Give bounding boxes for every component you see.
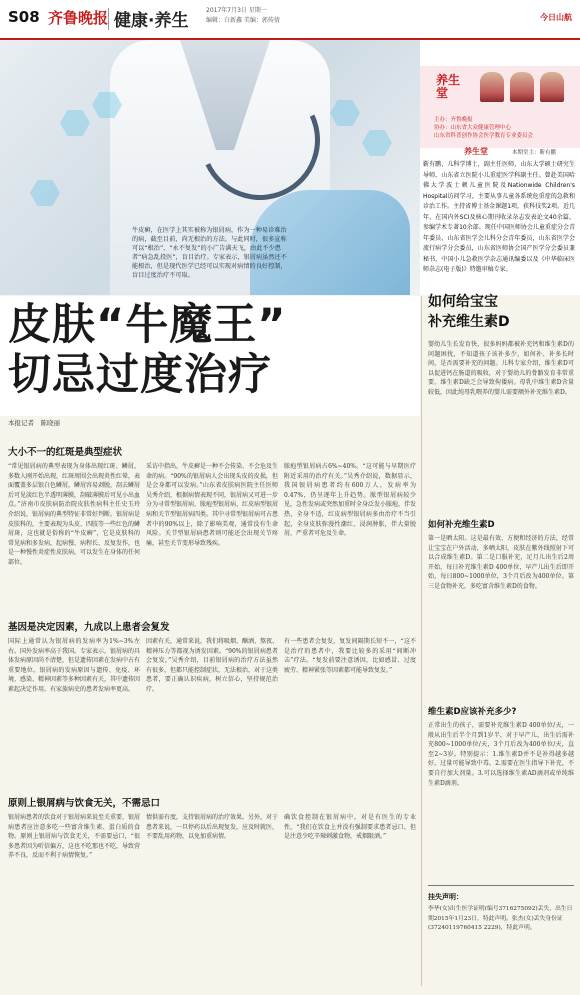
masthead — [0, 0, 580, 40]
paper-logo: 齐鲁晚报 — [48, 9, 109, 27]
section-heading: 大小不一的红斑是典型症状 — [8, 447, 123, 458]
today-link[interactable]: 今日山航 — [540, 13, 572, 22]
section-heading: 基因是决定因素，九成以上患者会复发 — [8, 622, 170, 633]
notice-text: 李华(女)出生医学证明(编号3716275092)丢失，出生日期2015年1月23日，特此声明。张杰(女)丢失身份证(37240119760415 2229)，特此声明。 — [428, 906, 573, 932]
article-column: 情供需有度，支持银屑病的治疗效果。另外，对于患者来说，一旦停药以后出现复发，应及时就医，不要乱用药物，以免加重病情。 — [146, 814, 278, 841]
expert-photo — [540, 72, 564, 102]
right-section-heading: 维生素D应该补充多少? — [428, 707, 517, 717]
hexagon-icon — [330, 100, 360, 126]
article-column: “常见银屑病的典型表现为身体出现红斑、鳞屑，多数人刚开始出现，红斑周围会出现炎性红晕，表面覆盖多层银白色鳞屑，鳞屑容易剥脱，刮去鳞屑后可见淡红色半透明薄膜，刮破薄膜后可见小出血点。”济南市皮肤病防治院皮肤性病科主任史玉玲介绍说，银屑病的典型特征非常好判断。银屑病是皮肤科的，主要表现为头皮、四肢等一些红色的鳞屑斑，这也就是俗称的“牛皮癣”，它是皮肤科的常见病和多发病，起病慢、病程长、反复发作，也是一种慢性炎症性皮肤病，可以发生在身体的任何部位。 — [8, 463, 140, 566]
column-tag: 养生堂 — [464, 147, 488, 156]
main-headline: 皮肤“牛魔王” 切忌过度治疗 — [8, 300, 287, 400]
page-title: 健康·养生 — [114, 11, 189, 31]
masthead-meta — [206, 6, 336, 26]
right-article-text: 第一是晒太阳。这是最有效、方便和经济的方法，经常让宝宝在户外活动，多晒太阳，皮肤在紫外线照射下可以合成维生素D。第二是口服补充，足月儿出生后2周开始，每日补充维生素D 400单位，早产儿出生后即开始，每日800~1000单位，3个月后改为400单位。第三是食物补充，多吃富含维生素D的食物。 — [428, 535, 574, 590]
expert-photo — [480, 72, 504, 102]
hero-image — [0, 40, 420, 295]
article-column: 脓疱型银屑病占6%~40%。“这可能与早期医疗附近采用的治疗有关。”吴秀介绍说，数据显示，我国银屑病患者约有600万人，发病率为0.47%，仍呈逐年上升趋势。脓型银屑病较少见，急性发病或突然加重时全身泛发小脓疱，伴发热、全身不适，红皮病型银屑病多由治疗不当引起，全身皮肤弥漫性潮红、浸润肿胀，伴大量脱屑，严重者可危及生命。 — [284, 463, 416, 538]
hero-caption: 牛皮癣，在医学上其实被称为银屑病，作为一种易诊难治的病，截至目前，尚无根治的方法。与此同时，很多宣称可以“根治”、“永不复发”的小广告满天飞，由此不少患者“病急乱投医”，盲目治疗。专家表示，银屑病虽然还不能根治，但是现代医学已经可以实现对病情的良好控制，盲目过度治疗不可取。 — [132, 227, 287, 279]
article-column: 银屑病患者的饮食对于银屑病来说至关重要，银屑病患者应注意多吃一些富含维生素、蛋白质的食物。原则上银屑病与饮食无关，不需要忌口，“很多患者因为听信偏方，这也不吃那也不吃，导致营养不良，反而不利于病情恢复。” — [8, 814, 140, 860]
article-column: 有一些患者会复发，复发间隔期长短不一，“这不是治疗的患者中，我要比较多的采用“间断冲击”疗法。“复发前要注意诱因，比如感冒、过度疲劳、精神紧张等因素都可能导致复发。” — [284, 638, 416, 674]
sidebar-column — [420, 40, 580, 295]
right-article-text: 婴幼儿生长发育快，很多妈妈都被补充钙和维生素D的问题困扰，不知道孩子该补多少，如何补、补多长时间，是否需要补充的问题。儿科专家介绍，维生素D可以促进钙在肠道的吸收，对于婴幼儿的骨骼发育非常重要。维生素D缺乏会导致佝偻病。母乳中维生素D含量较低，因此纯母乳喂养的婴儿需要额外补充维生素D。 — [428, 341, 574, 396]
hexagon-icon — [30, 180, 60, 206]
issue-date: 2017年7月3日 星期一 — [206, 7, 267, 14]
hexagon-icon — [362, 130, 392, 156]
right-section-heading: 如何补充维生素D — [428, 520, 495, 530]
section-heading: 原则上银屑病与饮食无关，不需忌口 — [8, 798, 161, 809]
masthead-divider — [108, 8, 109, 30]
column-divider — [421, 296, 422, 986]
notice-divider — [428, 885, 574, 886]
article-column: 采访中指出，牛皮癣是一种不会传染、不会危及生命的病。“90%的银屑病人会出现头皮的皮损，但是会身都可以发病。”山东省皮肤病医院主任医师吴秀介绍，根据病情表现不同，银屑病又可进一步分为寻常型银屑病、脓疱型银屑病、红皮病型银屑病和关节型银屑病四类。其中寻常型银屑病可占患者中的90%以上，除了影响美观，通常没有生命风险。关节型银屑病患者则可能还会出现关节疼痛，甚至关节变形导致残疾。 — [146, 463, 278, 547]
section-number: S08 — [8, 8, 40, 26]
column-host-name: 本期堂主：靳有鹏 — [512, 150, 557, 156]
article-column: 因素有关，通常来说，我们将吸烟、酗酒、熬夜、精神压力等都视为诱发因素。“90%的银屑病患者会复发，”吴秀介绍，目前银屑病的治疗方法虽然有很多，但都只能控制症状，无法根治，对于这类患者，要正确认识疾病，树立信心，坚持规范治疗。 — [146, 638, 278, 693]
hexagon-icon — [60, 110, 90, 136]
column-logo: 养生堂 — [436, 73, 461, 100]
article-column: 确饮食控制在银屑病中，对是有医生的专业性，“我们在饮食上并没有强制要求患者忌口，但是注意少吃辛辣刺激食物，戒烟限酒。” — [284, 814, 416, 841]
right-article-text: 正常出生的孩子，需要补充维生素D 400单位/天，一般从出生后半个月到1岁半，对于早产儿，出生后需补充800~1000单位/天，3个月后改为400单位/天，直至2~3岁。特别提示：1.维生素D并不是补得越多越好，过量可能导致中毒。2.需要在医生指导下补充，不要自行加大剂量。3.可以选择维生素AD滴剂或单纯维生素D滴剂。 — [428, 722, 574, 787]
editor-credits: 编辑：白新鑫 美编：郭传倩 — [206, 17, 280, 24]
byline: 本报记者 陈晓丽 — [8, 419, 60, 427]
expert-photo — [510, 72, 534, 102]
article-column: 国际上通常认为银屑病的发病率为1%~3%左右。国外发病率高于我国。专家表示，银屑病的具体发病原因尚不清楚，但是遗传因素在发病中占有重要地位。银屑病的发病原因与遗传、免疫、环境、感染、精神因素等多种因素有关，其中遗传因素起决定作用。有家族病史的患者发病率更高。 — [8, 638, 140, 693]
column-hosts: 主办：齐鲁晚报 协办：山东省大众健康管理中心 山东省科普创作协会医学教育专业委员会 — [434, 117, 534, 139]
notice-title: 挂失声明： — [428, 893, 463, 901]
expert-bio: 靳有鹏，儿科学博士，副主任医师，山东大学硕士研究生导师，山东省立医院小儿重症医学科副主任。曾赴美国哈佛大学波士顿儿童医院及Nationwide Children's Hospital访问学习，主要从事儿童各系统危重症的急救和诊治工作。主持省博士基金课题1项，获科技奖2项。近几年，在国内外SCI及核心期刊收录杂志发表论文40余篇，参编学术专著10余部。现任中国医师协会儿童重症分会青年委员，山东省医学会儿科分会青年委员，山东省医学会流行病学分会委员，山东省医师协会国产医学分会委员兼秘书，中国小儿急救医学杂志通讯编委以及《中华临床医师杂志(电子版)》特邀审稿专家。 — [423, 161, 575, 273]
right-article-headline: 如何给宝宝 补充维生素D — [428, 294, 510, 330]
